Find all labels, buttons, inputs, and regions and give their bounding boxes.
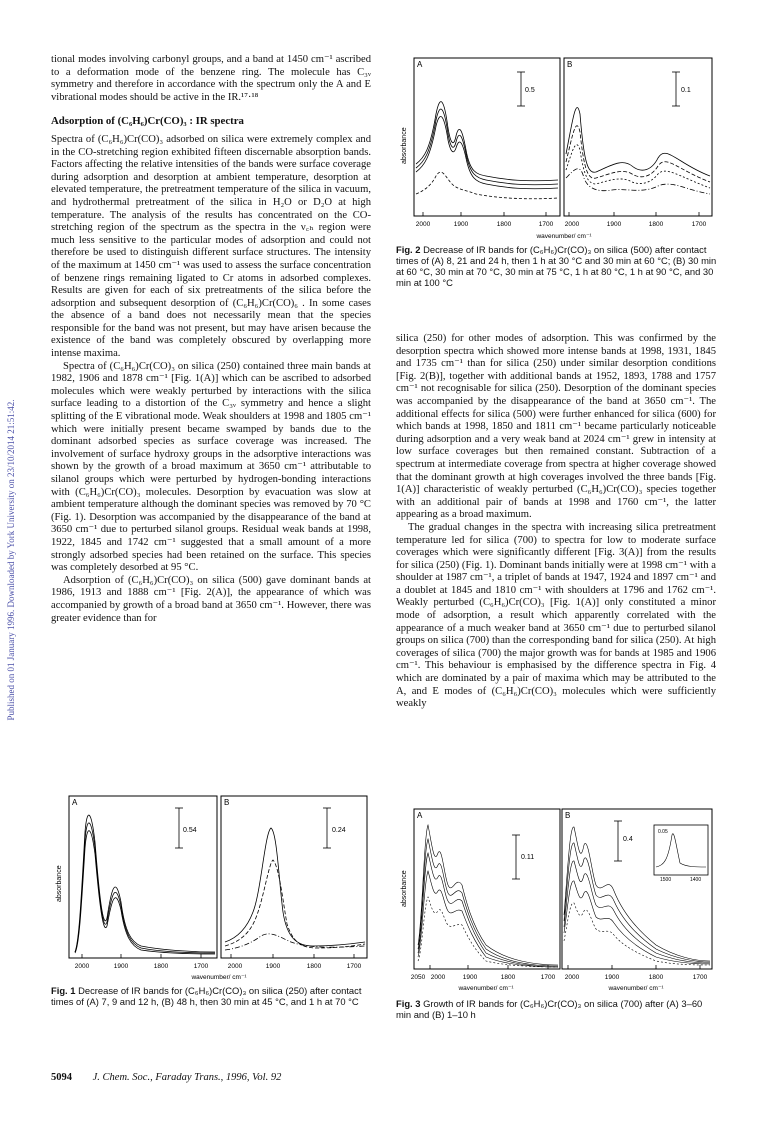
paragraph-2: Spectra of (C₆H₆)Cr(CO)₃ on silica (250) contained three main bands at 1982, 1906 and 1878 cm⁻¹ [Fig. 1(A)] which can be ascribed to adsorbed molecules which were weakly perturbed by interactions with the silica surface leading to a distortion of the C₃ᵥ symmetry and hence a slight splitting of the E vibrational mode. Weak shoulders at 1998 and 1805 cm⁻¹ which were initially present became swamped by bands due to the dominant adsorbed species as surface coverage was increased. The involvement of surface hydroxy groups in the adsorptive interactions was shown by the growth of a broad maximum at 3650 cm⁻¹ attributable to silanol groups which were perturbed by hydrogen-bonding interactions with (C₆H₆)Cr(CO)₃ molecules. Desorption by evacuation was slow at ambient temperature although the dominant species was removed by 70 °C (Fig. 1). Desorption was accompanied by the disappearance of the band at 3650 cm⁻¹ due to perturbed silanol groups. Residual weak bands at 1998, 1922, 1845 and 1742 cm⁻¹ suggested that a small amount of a more strongly adsorbed species had been retained on the surface. This species was completely desorbed at 95 °C. [51, 360, 371, 574]
caption-text: Growth of IR bands for (C₆H₆)Cr(CO)₃ on silica (700) after (A) 3–60 min and (B) 1–10 h [396, 998, 703, 1020]
spectra-b [225, 828, 365, 950]
panel-a-label: A [417, 60, 423, 69]
panel-b-label: B [224, 798, 230, 807]
left-column [51, 54, 371, 625]
inset-spectrum [656, 834, 706, 867]
x-tick-label: 1800 [496, 221, 512, 228]
panel-a-frame [414, 58, 560, 216]
spectra-b [566, 108, 710, 194]
paragraph-0: tional modes involving carbonyl groups, and a band at 1450 cm⁻¹ ascribed to a deformation mode of the benzene ring. The molecule has C₃ᵥ symmetry and therefore in accordance with the spectrum only the A and E vibrational modes should be active in the IR.¹⁷·¹⁸ [51, 54, 371, 103]
x-axis-label: wavenumber/ cm⁻¹ [536, 233, 592, 240]
panel-b-frame [564, 58, 712, 216]
x-tick-label: 1700 [538, 221, 554, 228]
x-tick-label: 1900 [113, 963, 129, 970]
caption-text: Decrease of IR bands for (C₆H₆)Cr(CO)₃ on silica (500) after contact times of (A) 8, 21 and 24 h, then 1 h at 30 °C and 30 min at 60 °C; (B) 30 min at 60 °C, 30 min at 70 °C, 30 min at 75 °C, 1 h at 80 °C, 1 h at 90 °C, and 30 min at 100 °C [396, 244, 717, 288]
paragraph-5: The gradual changes in the spectra with increasing silica pretreatment temperature led for silica (700) to spectra for low to moderate surface coverages which were significantly different [Fig. 3(A)] from the results for silica (250) (Fig. 1). Dominant bands initially were at 1998 cm⁻¹ with a shoulder at 1987 cm⁻¹, a triplet of bands at 1947, 1924 and 1897 cm⁻¹ and a doublet at 1845 and 1810 cm⁻¹ with shoulders at 1796 and 1762 cm⁻¹. Weakly perturbed (C₆H₆)Cr(CO)₃ [Fig. 1(A)] only constituted a minor mode of adsorption, a result which apparently correlated with the appearance of a much weaker band at 3650 cm⁻¹ due to perturbed silanol groups on silica (700) than the corresponding band for silica (250). At high coverages of silica (700) the major growth was for bands at 1985 and 1906 cm⁻¹. This behaviour is emphasised by the difference spectra in Fig. 4 which are dominated by a pair of maxima which may be attributed to the A, and E modes of (C₆H₆)Cr(CO)₃ molecules which were sufficiently weakly [396, 521, 716, 710]
right-column [396, 333, 716, 711]
scale-bar [672, 72, 680, 106]
caption-label: Fig. 2 [396, 244, 421, 255]
x-tick-label: 1800 [153, 963, 169, 970]
x-tick-label: 1700 [346, 963, 362, 970]
scale-value: 0.24 [332, 827, 346, 834]
x-tick-label: 1700 [540, 974, 556, 981]
page-footer [51, 1072, 281, 1083]
x-tick-label: 2000 [227, 963, 243, 970]
panel-a-frame [414, 809, 560, 969]
download-note: Published on 01 January 1996. Downloaded by York University on 23/10/2014 21:51:42. [6, 399, 16, 721]
caption-label: Fig. 3 [396, 998, 421, 1009]
x-tick-label: 2000 [430, 974, 446, 981]
x-tick-label: 1700 [193, 963, 209, 970]
x-ticks [423, 212, 699, 216]
x-tick-label: 1800 [500, 974, 516, 981]
x-tick-label: 2000 [415, 221, 431, 228]
figure-2-caption [396, 244, 718, 288]
x-axis-label: wavenumber/ cm⁻¹ [458, 985, 514, 992]
inset-tick-label: 1400 [690, 877, 702, 883]
panel-a-label: A [72, 798, 78, 807]
figure-3-caption [396, 998, 718, 1020]
inset-scale-value: 0.05 [658, 829, 668, 835]
spectra-b [564, 827, 710, 965]
spectra-a [75, 815, 215, 954]
caption-text: Decrease of IR bands for (C₆H₆)Cr(CO)₃ on silica (250) after contact times of (A) 7, 9 and 12 h, (B) 48 h, then 30 min at 45 °C, and 1 h at 70 °C [51, 985, 362, 1007]
x-tick-label: 1800 [648, 974, 664, 981]
scale-value: 0.5 [525, 87, 535, 94]
inset-tick-label: 1500 [660, 877, 672, 883]
x-tick-label: 2000 [564, 221, 580, 228]
y-axis-label: absorbance [56, 865, 63, 902]
download-watermark [4, 200, 18, 920]
paragraph-4: silica (250) for other modes of adsorption. This was confirmed by the desorption spectra which showed more intense bands at 1998, 1931, 1845 and 1735 cm⁻¹ than for silica (250) under similar desorption conditions [Fig. 2(B)], together with additional bands at 1952, 1893, 1788 and 1757 cm⁻¹ not recognisable for silica (250). Desorption of the dominant species was accompanied by the disappearance of the band at 3650 cm⁻¹. The additional effects for silica (500) were further enhanced for silica (600) for which bands at 1998, 1850 and 1811 cm⁻¹ became particularly noticeable during adsorption and a very weak band at 2024 cm⁻¹ grew in intensity at low surface coverages but then remained constant. Subtraction of a spectrum at intermediate coverage from spectra at higher coverage showed that the dominant growth at high coverages involved the three bands [Fig. 1(A)] characteristic of weakly perturbed (C₆H₆)Cr(CO)₃ species together with an additional pair of bands at 1998 and 1760 cm⁻¹, the latter appearing as a broad maximum. [396, 333, 716, 521]
x-axis-label: wavenumber/ cm⁻¹ [608, 985, 664, 992]
panel-b-frame [221, 796, 367, 958]
page-number: 5094 [51, 1072, 72, 1083]
figure-1 [51, 792, 373, 982]
x-ticks [430, 965, 700, 969]
x-tick-label: 1900 [462, 974, 478, 981]
y-axis-label: absorbance [401, 870, 408, 907]
x-tick-label: 1800 [648, 221, 664, 228]
scale-bar [323, 808, 331, 848]
panel-b-frame [562, 809, 712, 969]
y-axis-label: absorbance [401, 127, 408, 164]
x-tick-label: 1900 [606, 221, 622, 228]
scale-value: 0.4 [623, 836, 633, 843]
x-tick-label: 2000 [564, 974, 580, 981]
scale-bar [175, 808, 183, 848]
scale-value: 0.1 [681, 87, 691, 94]
figure-1-caption [51, 985, 373, 1007]
x-tick-label: 1900 [453, 221, 469, 228]
paragraph-3: Adsorption of (C₆H₆)Cr(CO)₃ on silica (500) gave dominant bands at 1986, 1913 and 1888 cm⁻¹ [Fig. 2(A)], the appearance of which was accompanied by growth of a broad band at 3650 cm⁻¹. However, there was greater evidence than for [51, 574, 371, 624]
scale-value: 0.54 [183, 827, 197, 834]
x-ticks [82, 954, 354, 958]
spectra-a [418, 825, 558, 967]
spectra-a [416, 102, 558, 199]
scale-bar [614, 821, 622, 861]
x-tick-label: 2050 [410, 974, 426, 981]
panel-b-label: B [567, 60, 573, 69]
x-tick-label: 1800 [306, 963, 322, 970]
section-heading: Adsorption of (C₆H₆)Cr(CO)₃ : IR spectra [51, 115, 244, 128]
scale-bar [512, 835, 520, 879]
journal-citation: J. Chem. Soc., Faraday Trans., 1996, Vol. 92 [92, 1072, 282, 1083]
panel-a-label: A [417, 811, 423, 820]
x-tick-label: 1900 [604, 974, 620, 981]
x-tick-label: 2000 [74, 963, 90, 970]
scale-value: 0.11 [521, 854, 535, 861]
scale-bar [517, 72, 525, 106]
x-tick-label: 1700 [691, 221, 707, 228]
paragraph-1: Spectra of (C₆H₆)Cr(CO)₃ adsorbed on silica were extremely complex and in the CO-stretching region exhibited fifteen discernable absorption bands. Factors affecting the relative intensities of the bands were surface coverage during adsorption and desorption at ambient temperature, desorption at elevated temperature, the pretreatment temperature of the silica in vacuum, and hydrothermal pretreatment of the silica in H₂O or D₂O at high temperature. The analysis of the results has concentrated on the CO-stretching region of the spectrum as the spectra in the ν꜀ₕ region were much less sensitive to the particular modes of adsorption and could not therefore be used to distinguish different surface structures. The intensity of the maximum at 1450 cm⁻¹ was used to assess the surface concentration of benzene rings remaining ligated to Cr atoms in adsorbed complexes. Results are given for each of six pretreatments of the silica before the adsorption and subsequent desorption of (C₆H₆)Cr(CO)₆ . In some cases the absence of a band does not necessarily mean that the species responsible for the band was not present, but may have arisen because the existence of the band was completely obscured by overlapping more intense maxima. [51, 133, 371, 360]
panel-b-label: B [565, 811, 571, 820]
x-tick-label: 1700 [692, 974, 708, 981]
x-axis-label: wavenumber/ cm⁻¹ [191, 974, 247, 981]
caption-label: Fig. 1 [51, 985, 76, 996]
figure-2 [396, 54, 718, 244]
x-tick-label: 1900 [265, 963, 281, 970]
figure-3 [396, 805, 718, 995]
